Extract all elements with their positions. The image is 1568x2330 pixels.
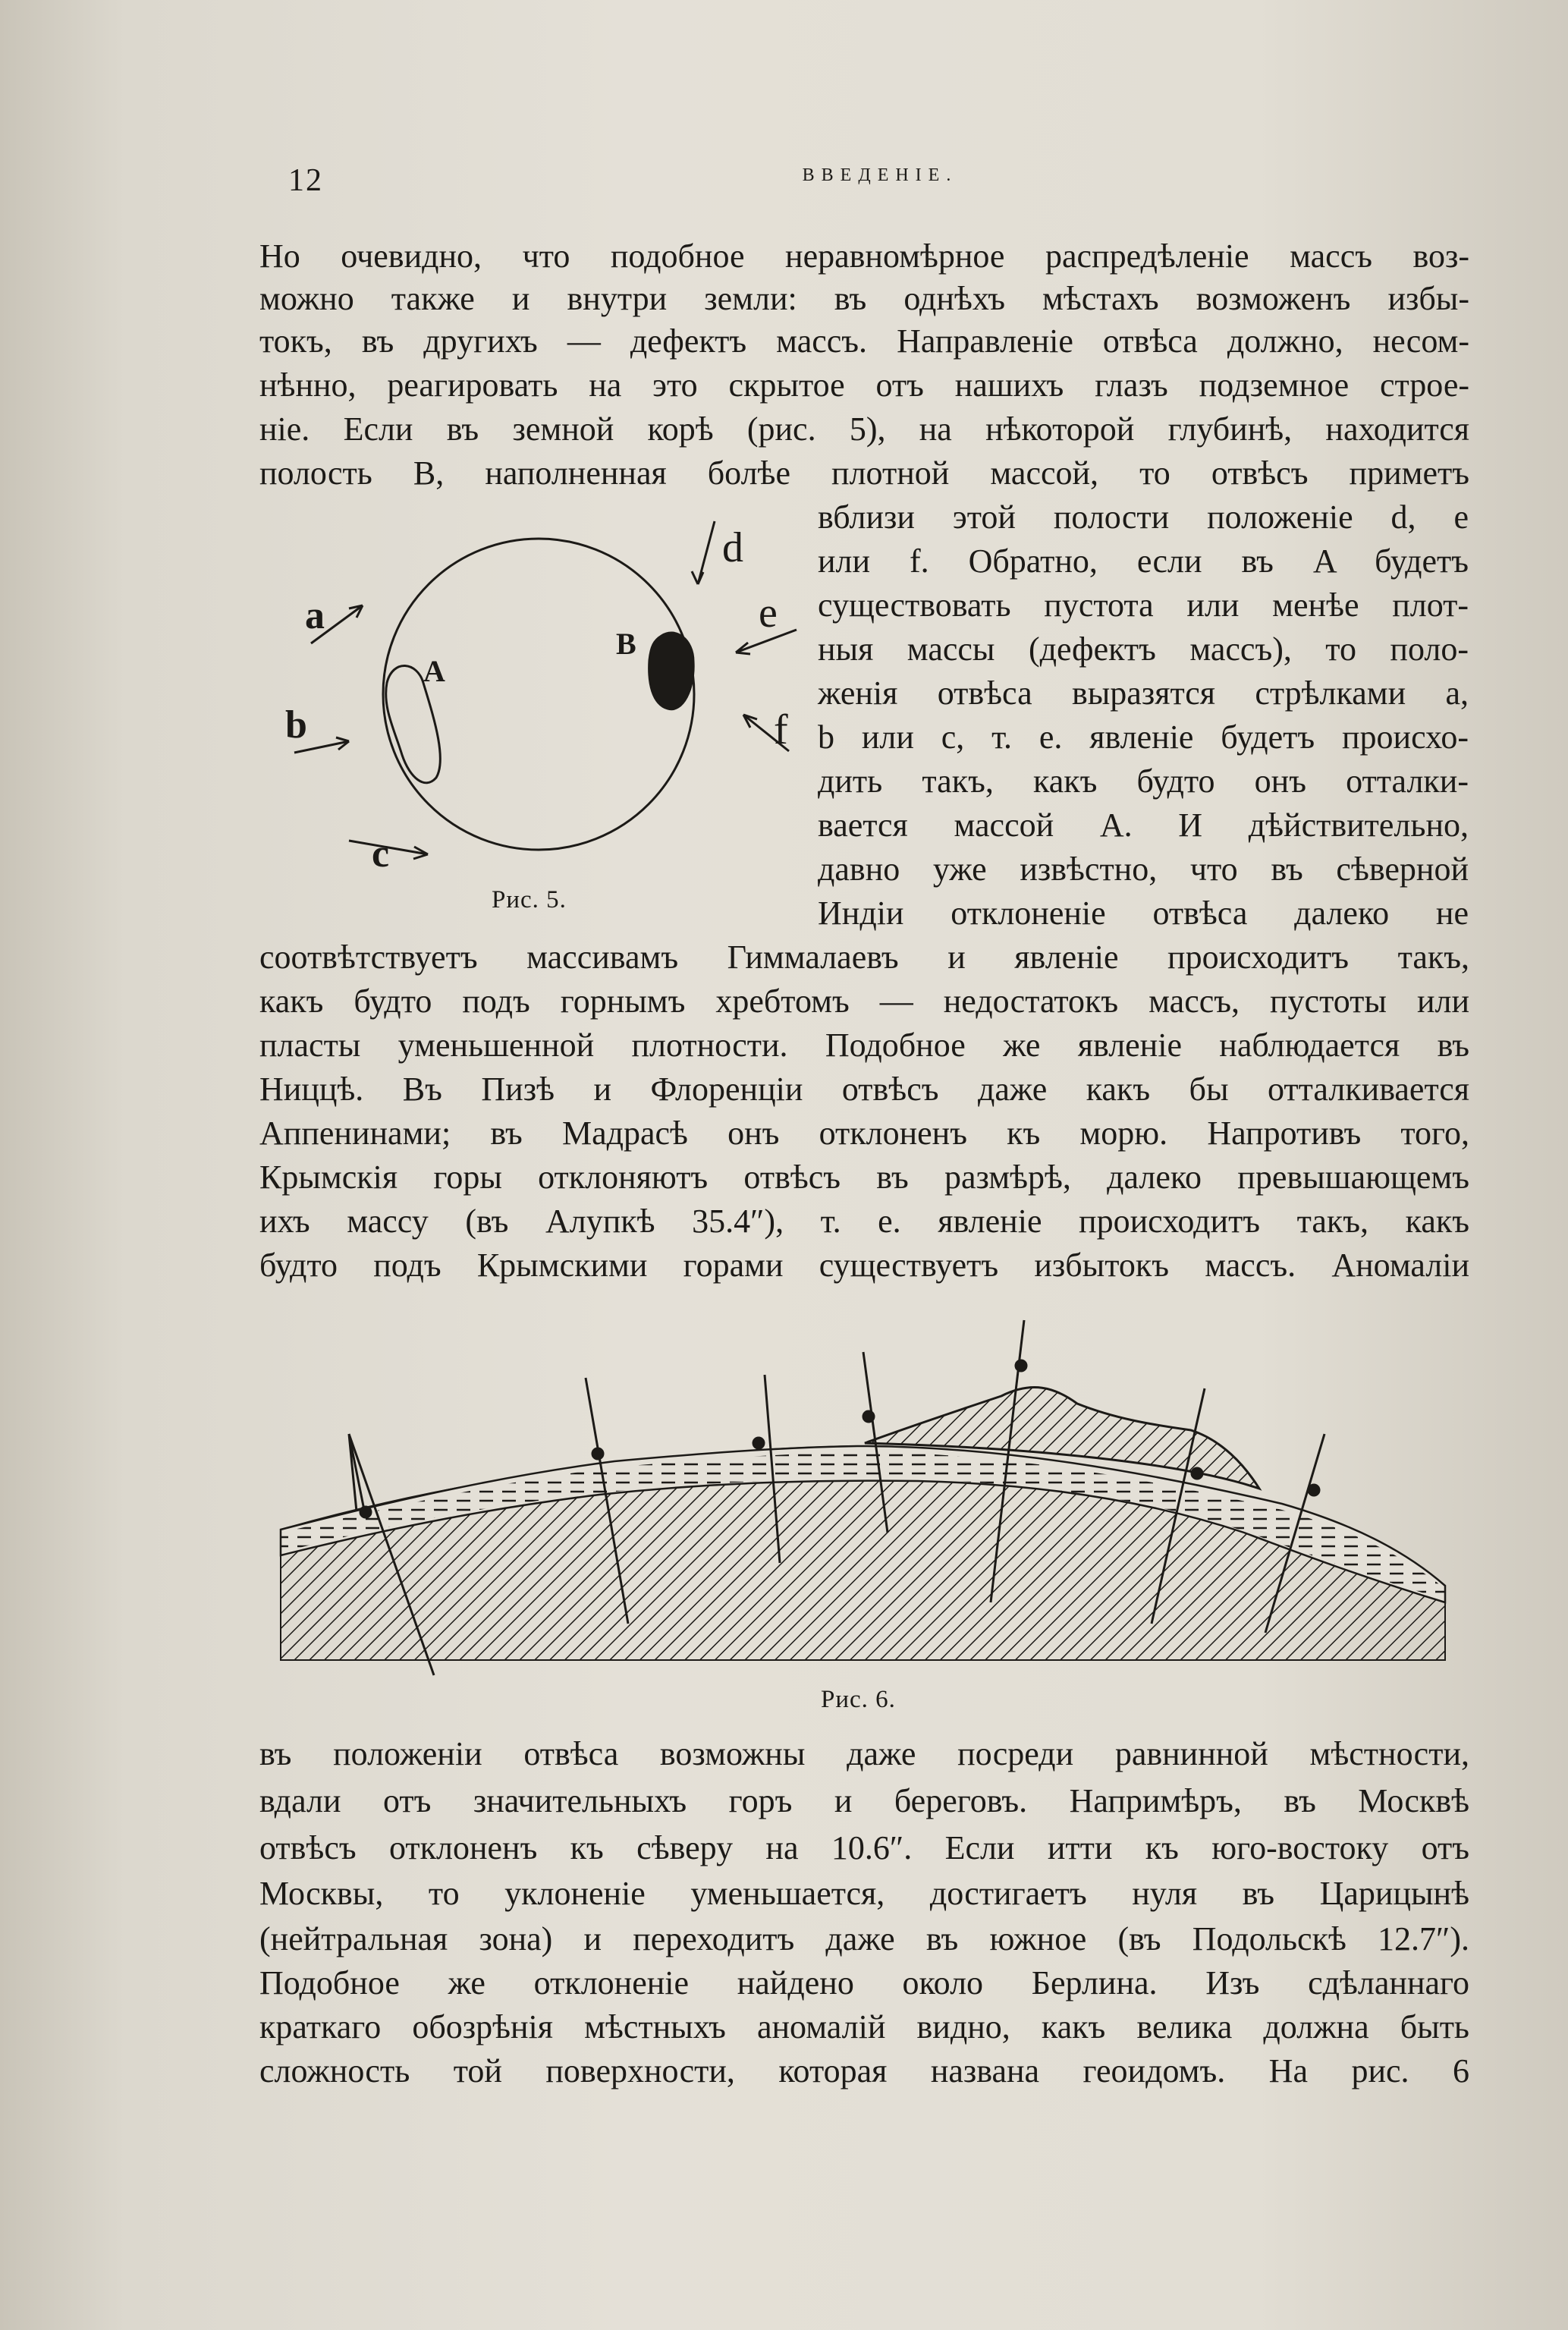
earth-circle — [383, 539, 694, 850]
text-line: отвѣсъ отклоненъ къ сѣверу на 10.6″. Если итти къ юго-востоку отъ — [259, 1829, 1469, 1866]
figure-6-caption: Рис. 6. — [821, 1686, 896, 1713]
text-line: Москвы, то уклоненіе уменьшается, достигаетъ нуля въ Царицынѣ — [259, 1875, 1469, 1912]
text-line: Но очевидно, что подобное неравномѣрное распредѣленіе массъ воз- — [259, 237, 1469, 275]
text-line: женія отвѣса выразятся стрѣлками a, — [818, 674, 1469, 712]
page-header — [288, 162, 1472, 200]
text-line: b или c, т. е. явленіе будетъ происхо- — [818, 718, 1469, 756]
label-e: e — [759, 590, 778, 637]
label-A: A — [423, 654, 445, 688]
text-line: Крымскія горы отклоняютъ отвѣсъ въ размѣрѣ, далеко превышающемъ — [259, 1159, 1469, 1196]
text-line: Подобное же отклоненіе найдено около Берлина. Изъ сдѣланнаго — [259, 1964, 1469, 2001]
text-line: будто подъ Крымскими горами существуетъ избытокъ массъ. Аномаліи — [259, 1247, 1469, 1284]
text-line: дить такъ, какъ будто онъ отталки- — [818, 763, 1469, 800]
text-line: полость B, наполненная болѣе плотной массой, то отвѣсъ приметъ — [259, 454, 1469, 492]
text-line: можно также и внутри земли: въ однѣхъ мѣстахъ возможенъ избы- — [259, 280, 1469, 317]
figure-5-diagram — [285, 493, 819, 903]
text-line: соотвѣтствуетъ массивамъ Гиммалаевъ и явленіе происходитъ такъ, — [259, 939, 1469, 976]
text-line: Аппенинами; въ Мадрасѣ онъ отклоненъ къ морю. Напротивъ того, — [259, 1115, 1469, 1152]
text-line: Ниццѣ. Въ Пизѣ и Флоренціи отвѣсъ даже какъ бы отталкивается — [259, 1071, 1469, 1108]
label-c: c — [372, 832, 390, 876]
text-line: (нейтральная зона) и переходитъ даже въ южное (въ Подольскѣ 12.7″). — [259, 1920, 1469, 1957]
cavity-B-dense — [649, 633, 694, 709]
figure-5-caption: Рис. 5. — [492, 886, 567, 913]
text-line: пласты уменьшенной плотности. Подобное же явленіе наблюдается въ — [259, 1027, 1469, 1064]
text-line: сложность той поверхности, которая названа геоидомъ. На рис. 6 — [259, 2052, 1469, 2089]
label-d: d — [722, 524, 743, 571]
text-line: давно уже извѣстно, что въ сѣверной — [818, 851, 1469, 888]
text-line: краткаго обозрѣнія мѣстныхъ аномалій видно, какъ велика должна быть — [259, 2008, 1469, 2045]
text-line: въ положеніи отвѣса возможны даже посреди равнинной мѣстности, — [259, 1735, 1469, 1772]
text-line: вблизи этой полости положеніе d, e — [818, 498, 1469, 536]
text-line: токъ, въ другихъ — дефектъ массъ. Направленіе отвѣса должно, несом- — [259, 322, 1469, 360]
label-a: a — [305, 594, 325, 637]
text-line: или f. Обратно, если въ A будетъ — [818, 542, 1469, 580]
text-line: ихъ массу (въ Алупкѣ 35.4″), т. е. явленіе происходитъ такъ, какъ — [259, 1203, 1469, 1240]
text-line: вдали отъ значительныхъ горъ и береговъ. Напримѣръ, въ Москвѣ — [259, 1782, 1469, 1819]
text-line: Индіи отклоненіе отвѣса далеко не — [818, 895, 1469, 932]
figure-6-diagram — [273, 1305, 1456, 1669]
label-B: B — [616, 627, 636, 661]
running-title: ВВЕДЕНІЕ. — [802, 165, 958, 185]
text-line: ніе. Если въ земной корѣ (рис. 5), на нѣкоторой глубинѣ, находится — [259, 410, 1469, 448]
text-line: какъ будто подъ горнымъ хребтомъ — недостатокъ массъ, пустоты или — [259, 983, 1469, 1020]
label-b: b — [285, 703, 307, 747]
label-f: f — [774, 706, 788, 753]
page-number: 12 — [288, 163, 323, 198]
text-line: существовать пустота или менѣе плот- — [818, 586, 1469, 624]
text-line: вается массой A. И дѣйствительно, — [818, 807, 1469, 844]
text-line: ныя массы (дефектъ массъ), то поло- — [818, 630, 1469, 668]
text-line: нѣнно, реагировать на это скрытое отъ нашихъ глазъ подземное строе- — [259, 366, 1469, 404]
